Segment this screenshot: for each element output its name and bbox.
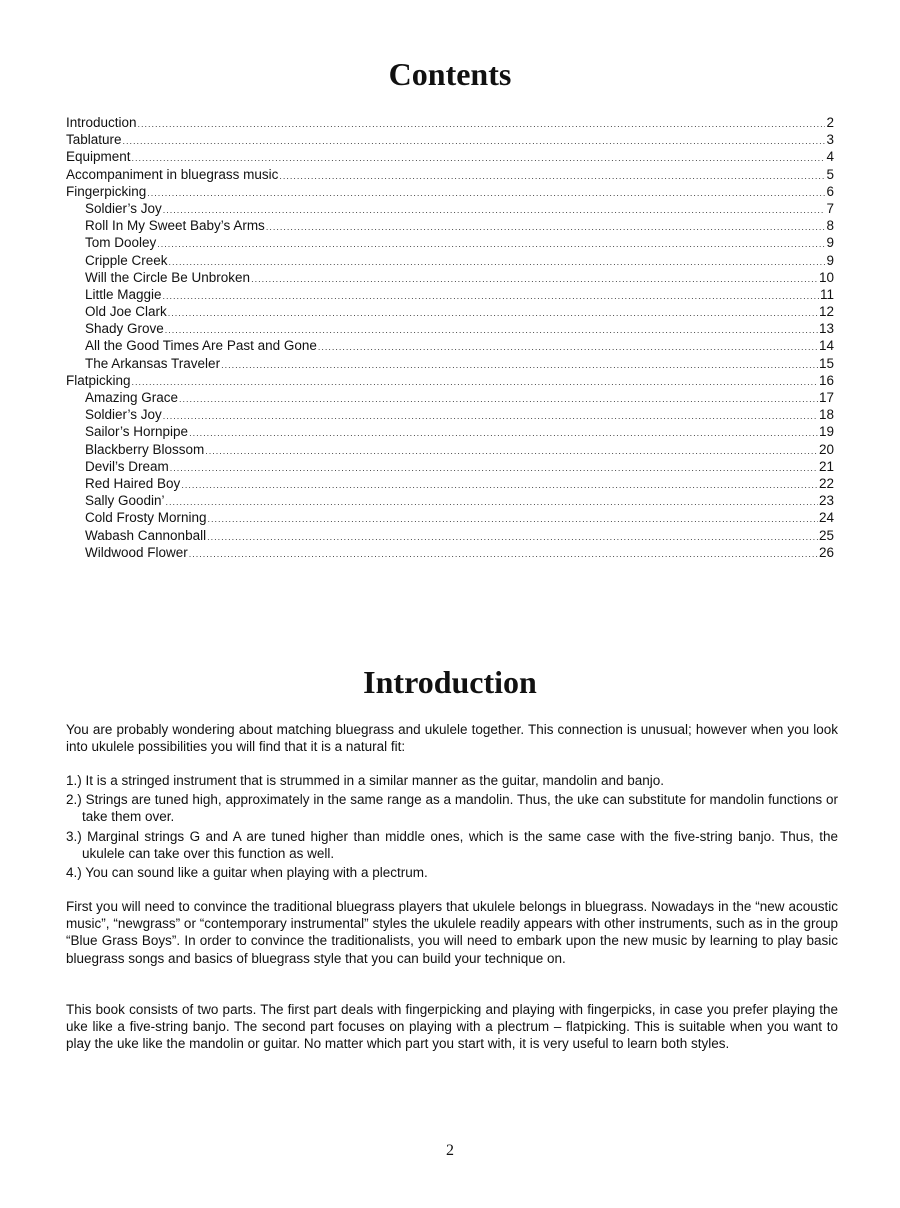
toc-entry bbox=[66, 286, 834, 303]
dot-leader bbox=[179, 391, 818, 408]
toc-entry bbox=[66, 355, 834, 372]
list-item: 3.) Marginal strings G and A are tuned higher than middle ones, which is the same case with the five-string banjo. Thus, the ukulele can take over this function as well. bbox=[66, 828, 838, 861]
toc-entry-title: Old Joe Clark bbox=[85, 304, 167, 320]
dot-leader bbox=[132, 374, 818, 391]
toc-entry-page: 15 bbox=[818, 355, 834, 371]
toc-entry-page: 9 bbox=[826, 235, 834, 251]
toc-entry-page: 24 bbox=[818, 510, 834, 526]
toc-entry bbox=[66, 337, 834, 354]
toc-entry-page: 10 bbox=[818, 269, 834, 285]
toc-entry-title: Sailor’s Hornpipe bbox=[85, 424, 189, 440]
toc-entry-title: Sally Goodin’ bbox=[85, 493, 165, 509]
toc-entry-title: Wabash Cannonball bbox=[85, 527, 207, 543]
toc-entry-title: Wildwood Flower bbox=[85, 544, 188, 560]
dot-leader bbox=[279, 168, 825, 185]
toc-entry-title: Will the Circle Be Unbroken bbox=[85, 269, 251, 285]
toc-entry-page: 14 bbox=[818, 338, 834, 354]
dot-leader bbox=[123, 133, 826, 150]
dot-leader bbox=[266, 219, 826, 236]
toc-entry bbox=[66, 217, 834, 234]
toc-entry-page: 20 bbox=[818, 441, 834, 457]
dot-leader bbox=[189, 546, 818, 563]
contents-title: Contents bbox=[388, 56, 512, 92]
toc-entry-title: Devil’s Dream bbox=[85, 458, 169, 474]
toc-entry-page: 6 bbox=[826, 183, 834, 199]
list-item: 1.) It is a stringed instrument that is strummed in a similar manner as the guitar, mandolin and banjo. bbox=[66, 773, 665, 788]
toc-entry-page: 17 bbox=[818, 390, 834, 405]
toc-entry bbox=[66, 148, 834, 165]
toc-entry-title: Red Haired Boy bbox=[85, 475, 181, 491]
toc-entry-title: The Arkansas Traveler bbox=[85, 355, 221, 371]
toc-entry-title: Roll In My Sweet Baby’s Arms bbox=[85, 218, 265, 234]
toc-entry-page: 13 bbox=[818, 321, 834, 337]
toc-entry-page: 26 bbox=[818, 544, 834, 560]
toc-entry-page: 3 bbox=[826, 132, 834, 148]
toc-entry-page: 21 bbox=[818, 458, 834, 474]
toc-entry bbox=[66, 544, 834, 561]
toc-entry bbox=[66, 234, 834, 251]
toc-entry bbox=[66, 406, 834, 423]
dot-leader bbox=[138, 116, 826, 133]
toc-entry-title: All the Good Times Are Past and Gone bbox=[85, 338, 317, 354]
toc-entry bbox=[66, 458, 834, 475]
toc-entry-page: 11 bbox=[819, 286, 834, 302]
toc-entry-title: Equipment bbox=[66, 149, 131, 165]
toc-entry-title: Cripple Creek bbox=[85, 252, 168, 268]
dot-leader bbox=[169, 254, 826, 271]
dot-leader bbox=[205, 443, 818, 460]
toc-entry bbox=[66, 131, 834, 148]
toc-entry-title: Soldier’s Joy bbox=[85, 200, 162, 216]
intro-paragraph-1: You are probably wondering about matching bluegrass and ukulele together. This connection is unusual; however when you look into ukulele possibilities you will find that it is a natural fit: bbox=[66, 722, 838, 755]
toc-entry bbox=[66, 166, 834, 183]
toc-entry bbox=[66, 527, 834, 544]
toc-entry-title: Flatpicking bbox=[66, 372, 131, 388]
toc-entry-title: Shady Grove bbox=[85, 321, 164, 337]
toc-entry-page: 12 bbox=[818, 304, 834, 320]
dot-leader bbox=[318, 339, 818, 356]
dot-leader bbox=[163, 408, 818, 425]
toc-entry bbox=[66, 303, 834, 320]
toc-entry-title: Amazing Grace bbox=[85, 390, 179, 405]
introduction-title: Introduction bbox=[363, 664, 537, 700]
table-of-contents bbox=[66, 114, 834, 561]
dot-leader bbox=[166, 494, 818, 511]
dot-leader bbox=[170, 460, 818, 477]
toc-entry-title: Tablature bbox=[66, 132, 122, 148]
toc-entry bbox=[66, 475, 834, 492]
dot-leader bbox=[168, 305, 818, 322]
toc-entry-page: 25 bbox=[818, 527, 834, 543]
toc-entry bbox=[66, 200, 834, 217]
toc-entry-page: 7 bbox=[826, 200, 834, 216]
toc-entry bbox=[66, 389, 834, 406]
toc-entry-title: Introduction bbox=[66, 115, 137, 130]
toc-entry-page: 2 bbox=[826, 115, 834, 130]
toc-entry-page: 16 bbox=[818, 372, 834, 388]
toc-entry bbox=[66, 252, 834, 269]
toc-entry bbox=[66, 492, 834, 509]
toc-entry bbox=[66, 320, 834, 337]
page-number: 2 bbox=[446, 1142, 454, 1159]
toc-entry-title: Fingerpicking bbox=[66, 183, 147, 199]
toc-entry bbox=[66, 114, 834, 131]
dot-leader bbox=[221, 357, 818, 374]
list-item: 2.) Strings are tuned high, approximately in the same range as a mandolin. Thus, the uke can substitute for mandolin functions or take them over. bbox=[66, 792, 838, 825]
dot-leader bbox=[189, 425, 818, 442]
toc-entry-title: Tom Dooley bbox=[85, 235, 157, 251]
toc-entry-title: Soldier’s Joy bbox=[85, 407, 162, 423]
dot-leader bbox=[251, 271, 818, 288]
toc-entry-page: 19 bbox=[818, 424, 834, 440]
dot-leader bbox=[207, 529, 818, 546]
toc-entry-page: 4 bbox=[826, 149, 834, 165]
toc-entry-page: 5 bbox=[826, 166, 834, 182]
list-item: 4.) You can sound like a guitar when playing with a plectrum. bbox=[66, 865, 428, 881]
toc-entry bbox=[66, 441, 834, 458]
toc-entry bbox=[66, 509, 834, 526]
dot-leader bbox=[157, 236, 825, 253]
toc-entry-title: Cold Frosty Morning bbox=[85, 510, 207, 526]
dot-leader bbox=[147, 185, 825, 202]
toc-entry bbox=[66, 372, 834, 389]
toc-entry-page: 9 bbox=[826, 252, 834, 268]
toc-entry-page: 22 bbox=[818, 475, 834, 491]
toc-entry bbox=[66, 269, 834, 286]
toc-entry-title: Blackberry Blossom bbox=[85, 441, 205, 457]
toc-entry-page: 18 bbox=[818, 407, 834, 423]
toc-entry bbox=[66, 423, 834, 440]
intro-reasons-list bbox=[66, 772, 838, 883]
intro-paragraph-3: This book consists of two parts. The first part deals with fingerpicking and playing with fingerpicks, in case you prefer playing the uke like a five-string banjo. The second part focuses on playing with a plectrum – flatpicking. This is suitable when you want to play the uke like the mandolin or guitar. No matter which part you start with, it is very useful to learn both styles. bbox=[66, 1002, 838, 1052]
toc-entry-page: 8 bbox=[826, 218, 834, 234]
toc-entry-title: Accompaniment in bluegrass music bbox=[66, 166, 279, 182]
dot-leader bbox=[208, 511, 818, 528]
toc-entry bbox=[66, 183, 834, 200]
dot-leader bbox=[163, 288, 819, 305]
toc-entry-title: Little Maggie bbox=[85, 286, 162, 302]
intro-paragraph-2: First you will need to convince the traditional bluegrass players that ukulele belongs in bluegrass. Nowadays in the “new acoustic music”, “newgrass” or “contemporary instrumental” styles the ukulele readily appears with other instruments, such as in the group “Blue Grass Boys”. In order to convince the traditionalists, you will need to embark upon the new music by learning to play basic bluegrass songs and basics of bluegrass style that you can build your technique on. bbox=[66, 899, 838, 966]
dot-leader bbox=[181, 477, 818, 494]
toc-entry-page: 23 bbox=[818, 493, 834, 509]
